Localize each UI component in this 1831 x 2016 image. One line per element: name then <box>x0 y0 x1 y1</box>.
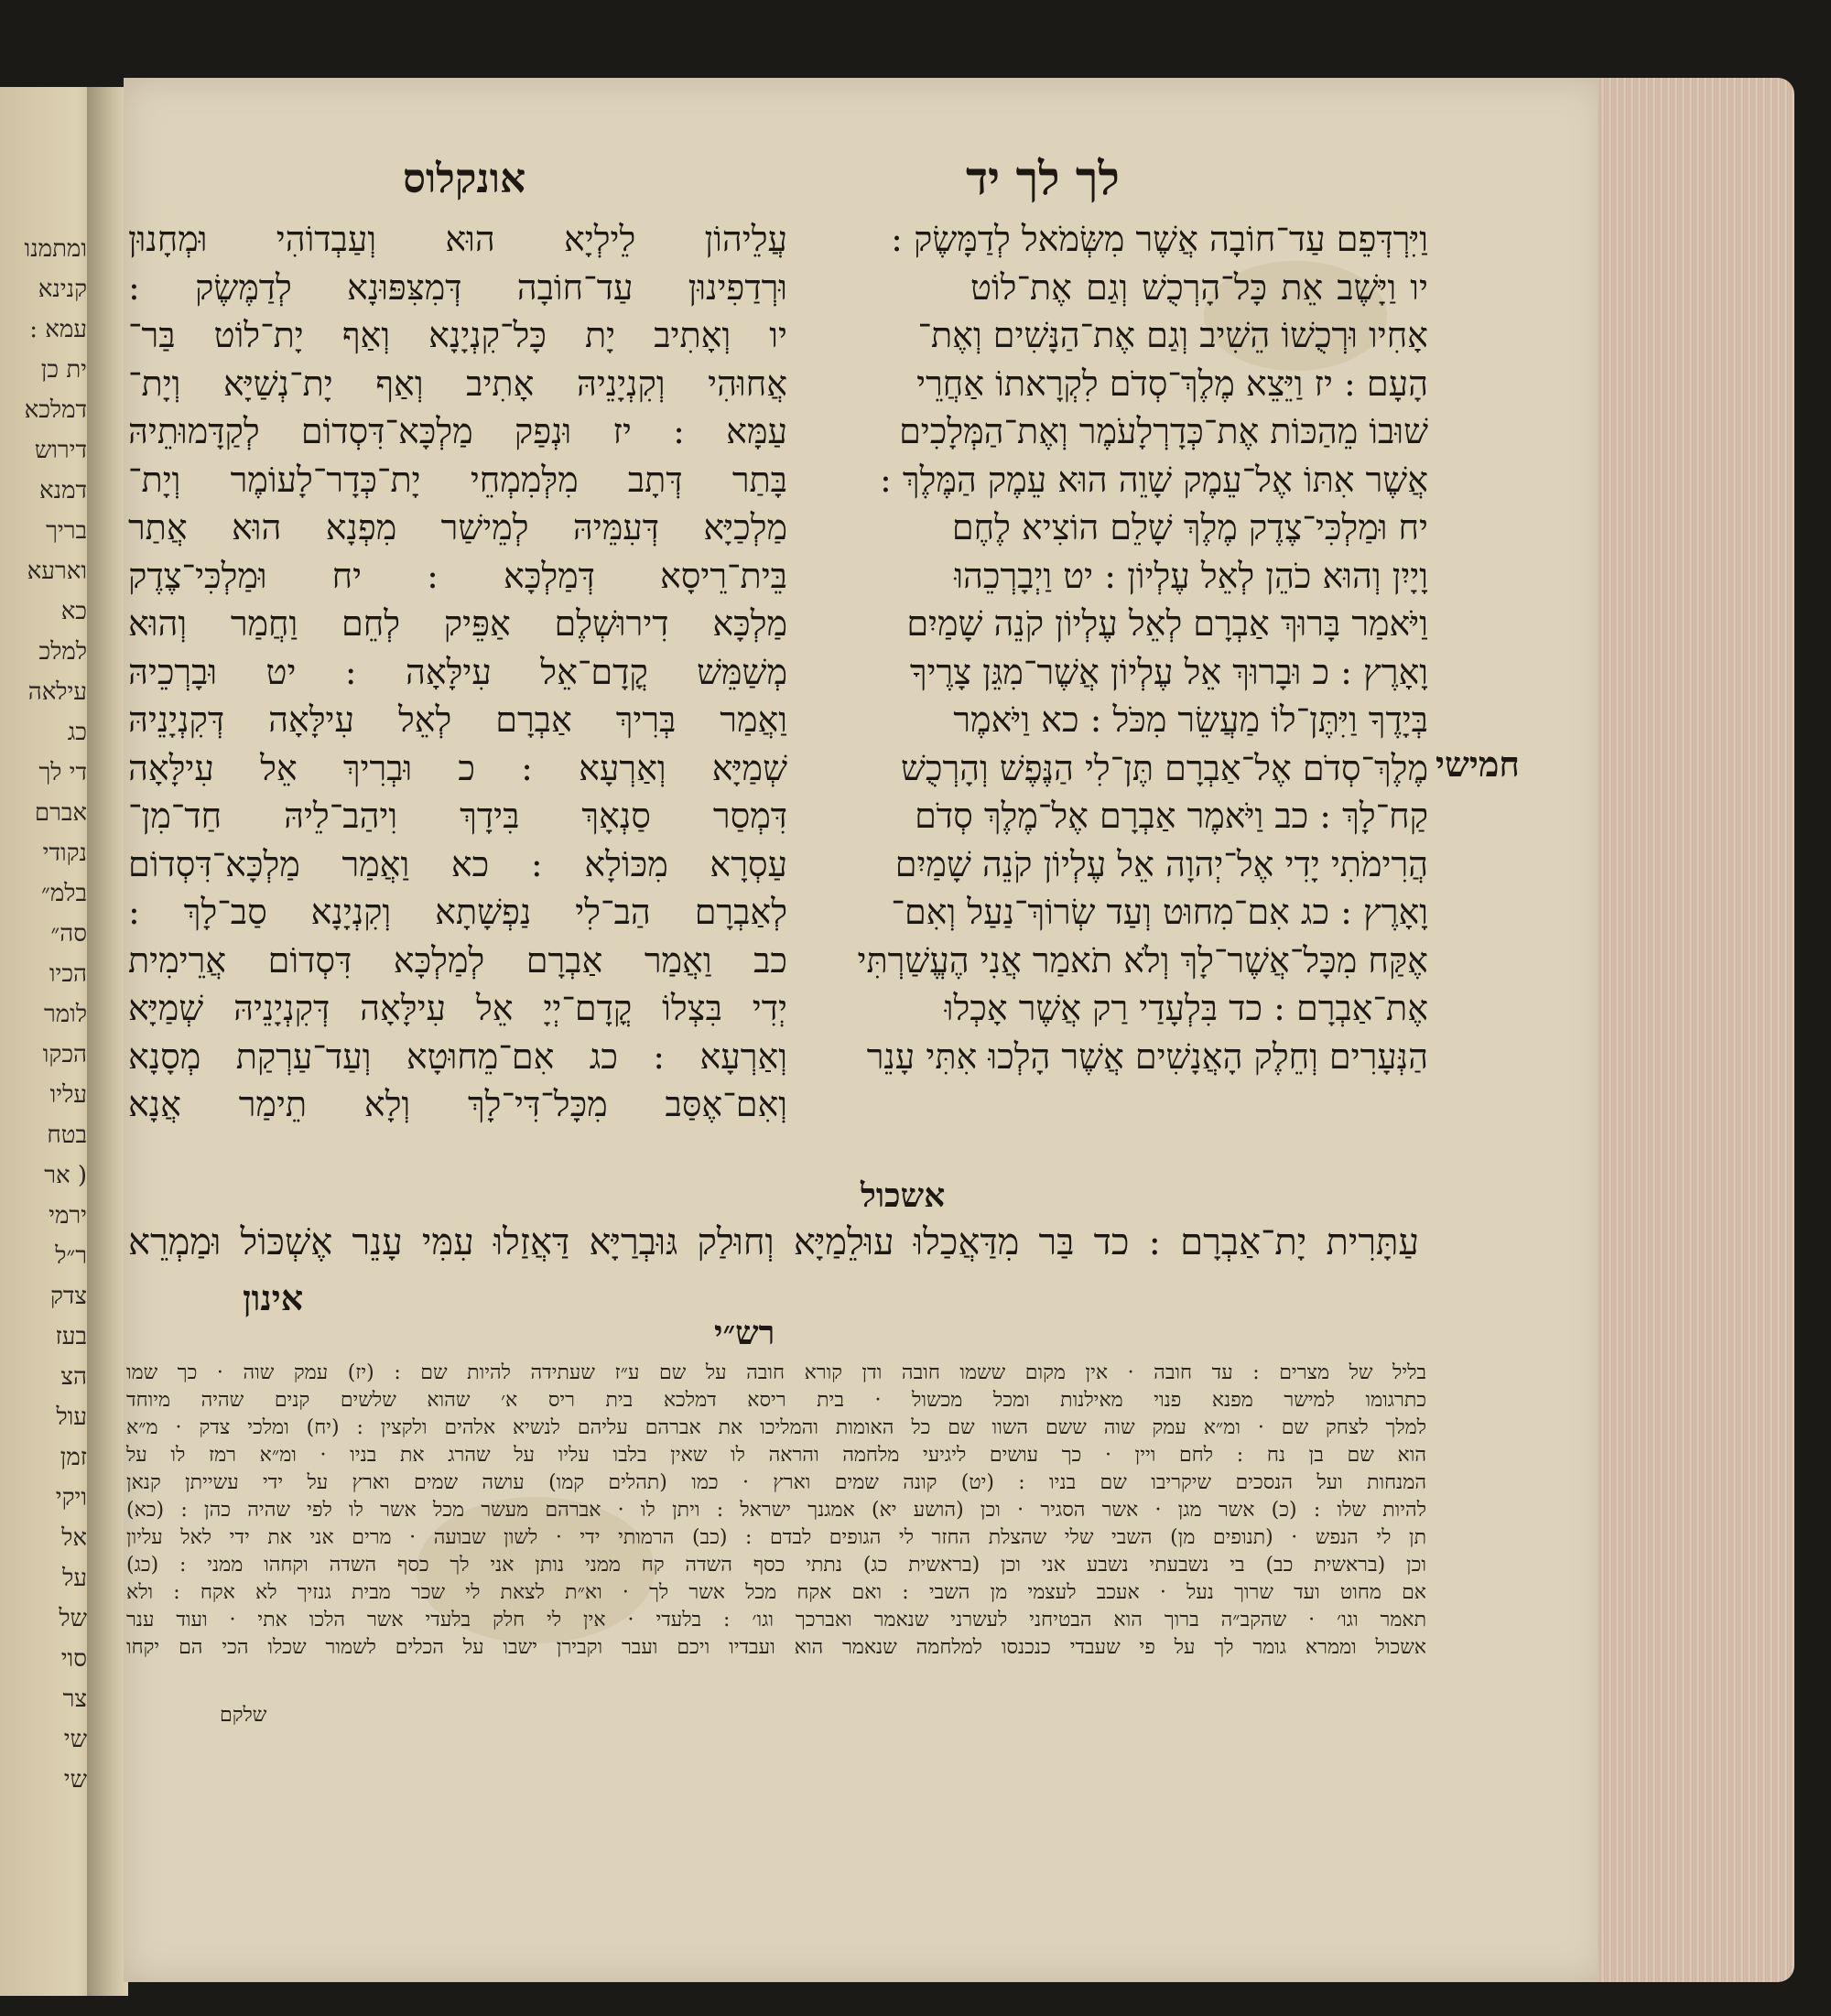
aliyah-marker: חמישי <box>1436 743 1520 785</box>
torah-text-line: הַנְּעָרִים וְחֵלֶק הָאֲנָשִׁים אֲשֶׁר הָלְכוּ אִתִּי עָנֵר <box>866 1035 1428 1077</box>
previous-page-line: צר <box>62 1685 87 1713</box>
rashi-text-line: בליל של מצרים : עד חובה · אין מקום ששמו חובה ודן קורא חובה על שם ע״ז שעתידה להיות שם : (יז) עמק שוה · כך שמו <box>126 1361 1426 1384</box>
onkelos-text-line: וְאַרְעָא : כג אִם־מֵחוּטָא וְעַד־עַרְקַת מְסָנָא <box>128 1035 787 1077</box>
previous-page-line: הצ <box>60 1363 87 1391</box>
previous-page-text <box>0 229 87 1800</box>
previous-page-line: של <box>59 1605 87 1632</box>
previous-page-line: כא <box>60 598 87 625</box>
previous-page-line: די לך <box>38 759 87 786</box>
onkelos-text-line: עֲלֵיהוֹן לֵילְיָא הוּא וְעַבְדוֹהִי וּמְחָנוּן <box>128 219 787 259</box>
torah-text-line: וָיָיִן וְהוּא כֹהֵן לְאֵל עֶלְיוֹן : יט וַיְבָרְכֵהוּ <box>954 555 1428 596</box>
torah-text-line: וָאָרֶץ : כג אִם־מִחוּט וְעַד שְׂרוֹךְ־נַעַל וְאִם־ <box>891 892 1428 932</box>
torah-text-line: קַח־לָךְ : כב וַיֹּאמֶר אַבְרָם אֶל־מֶלֶךְ סְדֹם <box>915 796 1428 836</box>
previous-page-line: ( אר <box>44 1162 87 1189</box>
previous-page-line: הכקו <box>42 1041 87 1068</box>
parasha-header: לך לך יד <box>966 151 1120 205</box>
catchword: אשכול <box>861 1176 946 1215</box>
previous-page-line: בעז <box>55 1323 87 1350</box>
previous-page-line: דמלכא <box>24 396 87 424</box>
previous-page-line: למלכ <box>38 638 87 666</box>
torah-text-line: יו וַיָּשֶׁב אֵת כָּל־הָרְכֻשׁ וְגַם אֶת־לוֹט <box>970 266 1428 308</box>
previous-page-line: עמא : <box>29 316 87 343</box>
onkelos-text-line: דִּמְסַר סַנְאָךְ בִּידָךְ וִיהַב־לֵיהּ חַד־מִן־ <box>128 796 787 836</box>
previous-page-line: ית כן <box>40 356 87 384</box>
previous-page-line: בלמ״ <box>41 880 87 907</box>
torah-text-line: וַיִּרְדְּפֵם עַד־חוֹבָה אֲשֶׁר מִשְּׂמֹאל לְדַמָּשֶׂק : <box>891 219 1428 259</box>
onkelos-header: אונקלוס <box>403 156 526 202</box>
previous-page-line: דירוש <box>34 437 87 464</box>
previous-page-line: נקודי <box>42 840 87 867</box>
previous-page-line: בריך <box>46 517 87 545</box>
onkelos-text-line: וּרְדַפִינוּן עַד־חוֹבָה דְּמִצִּפּוּנָא לְדַמֶּשֶׂק : <box>128 266 787 308</box>
previous-page-line: ויקי <box>55 1484 87 1512</box>
previous-page-line: עליו <box>49 1081 87 1109</box>
torah-text-line: אֶת־אַבְרָם : כד בִּלְעָדַי רַק אֲשֶׁר אָכְלוּ <box>944 988 1428 1028</box>
rashi-text-line: הוא שם בן נח : לחם ויין · כך עושים ליגיעי מלחמה והראה לו שאין בלבו עליו על שהרג את בניו · ומ״א רמז לו על <box>126 1444 1426 1467</box>
previous-page-line: ר״ל <box>55 1242 87 1270</box>
previous-page-line: ירמי <box>49 1202 87 1230</box>
rashi-header: רש״י <box>714 1314 775 1352</box>
onkelos-continuation: עַתָּרִית יָת־אַבְרָם : כד בַּר מִדַּאֲכַלוּ עוּלֵמַיָּא וְחוּלַק גּוּבְרַיָּא דַּאֲזַלוּ עִמִּי עָנֵר אֶשְׁכּוֹל וּמַמְרֵא <box>128 1221 1419 1263</box>
torah-text-line: אֶקַּח מִכָּל־אֲשֶׁר־לָךְ וְלֹא תֹאמַר אֲנִי הֶעֱשַׁרְתִּי <box>857 939 1428 981</box>
rashi-text-line: המנחות ועל הנסכים שיקריבו שם בניו : (יט) קונה שמים וארץ · כמו (תהלים קמו) עושה שמים וארץ על ידי עשייתן קנאן <box>126 1471 1426 1494</box>
page-fore-edge <box>1598 78 1794 1982</box>
onkelos-text-line: אֲחוּהִי וְקִנְיָנֵיהּ אָתִיב וְאַף יָת־נְשַׁיָּא וְיָת־ <box>128 363 787 404</box>
torah-text-line: וָאָרֶץ : כ וּבָרוּךְ אֵל עֶלְיוֹן אֲשֶׁר־מִגֵּן צָרֶיךָ <box>909 651 1428 692</box>
previous-page-line: שי <box>63 1726 87 1753</box>
onkelos-text-line: מַלְכָּא דִירוּשְׁלֶם אַפֵּיק לְחֵם וַחֲמַר וְהוּא <box>128 603 787 644</box>
rashi-text-line: תן לי הנפש · (תנופים מן) השבי שלי שהצלת החזר לי הגופים לבדם : (כב) הרמותי ידי · לשון שבועה · מרים אני את ידי לאל עליון <box>126 1526 1426 1549</box>
rashi-text-line: אשכול וממרא גומר לך על פי שעבדי כנכנסו למלחמה שנאמר הוא ועבדיו ויכם ועבר וקבירן ישבו על הכלים לשמור שכלו הכי הם יקחו <box>126 1636 1426 1659</box>
previous-page-line: קנינא <box>38 276 87 303</box>
rashi-text-line: תאמר וגו׳ · שהקב״ה ברוך הוא הבטיחני לעשרני שנאמר ואברכך וגו׳ : בלעדי · אין לי חלק בלעדי אשר הלכו אתי · ועוד ענר <box>126 1609 1426 1631</box>
torah-text-line: יח וּמַלְכִּי־צֶדֶק מֶלֶךְ שָׁלֵם הוֹצִיא לֶחֶם <box>951 507 1428 547</box>
torah-text-column <box>857 215 1428 1080</box>
onkelos-text-line: וְאִם־אֶסַּב מִכָּל־דִּי־לָךְ וְלָא תֵימַר אֲנָא <box>128 1084 787 1124</box>
onkelos-text-line: לְאַבְרָם הַב־לִי נַפְשָׁתָא וְקִנְיָנָא סַב־לָךְ : <box>128 892 787 932</box>
onkelos-catchword: אינון <box>243 1277 304 1318</box>
previous-page-line: דמנא <box>39 477 87 504</box>
previous-page-line: סוי <box>60 1645 87 1673</box>
book-gutter <box>87 87 128 1996</box>
onkelos-text-line: עַמָּא : יז וּנְפַק מַלְכָּא־דִּסְדוֹם לְקַדָּמוּתֵיהּ <box>128 411 787 451</box>
previous-page-line: סה״ <box>50 920 87 948</box>
previous-page-line: לומר <box>44 1001 87 1028</box>
rashi-text-line: כתרגומו למישר מפנא פנוי מאילנות ומכל מכשול · בית ריסא דמלכא בית ריס א׳ שהוא שלשים קנים שהיה מיוחד <box>126 1389 1426 1412</box>
previous-page-line: בטח <box>47 1122 87 1149</box>
rashi-text-line: וכן (בראשית כב) בי נשבעתי נשבע אני וכן (בראשית כג) נתתי כסף השדה קח ממני נותן אני לך כסף השדה וקחהו ממני : (כג) <box>126 1554 1426 1577</box>
previous-page-line: עילאה <box>27 678 87 706</box>
previous-page-line: שי <box>63 1766 87 1794</box>
torah-text-line: אָחִיו וּרְכֻשׁוֹ הֵשִׁיב וְגַם אֶת־הַנָּשִׁים וְאֶת־ <box>917 315 1428 355</box>
previous-page-line: כג <box>67 719 87 746</box>
previous-page-line: צדק <box>49 1283 87 1310</box>
onkelos-text-line: עַסְרָא מִכּוֹלָא : כא וַאֲמַר מַלְכָּא־דִּסְדוֹם <box>128 843 787 884</box>
torah-text-line: וַיֹּאמַר בָּרוּךְ אַבְרָם לְאֵל עֶלְיוֹן קֹנֵה שָׁמַיִם <box>906 603 1428 644</box>
onkelos-text-column <box>128 215 787 1129</box>
onkelos-text-line: וַאֲמַר בְּרִיךְ אַבְרָם לְאֵל עִילָּאָה דְּקִנְיָנֵיהּ <box>128 699 787 740</box>
onkelos-text-line: יו וְאָתִיב יָת כָּל־קִנְיָנָא וְאַף יָת־לוֹט בַּר־ <box>128 315 787 355</box>
previous-page-line: ומתמנו <box>24 235 87 263</box>
rashi-catchword: שלקם <box>220 1704 267 1727</box>
onkelos-text-line: בֵּית־רֵיסָא דְּמַלְכָּא : יח וּמַלְכִּי־צֶדֶק <box>128 555 787 596</box>
onkelos-text-line: כב וַאֲמַר אַבְרָם לְמַלְכָּא דִּסְדוֹם אֲרֵימִית <box>128 939 787 981</box>
onkelos-text-line: יְדִי בִּצְלוֹ קֳדָם־יְיָ אֵל עִילָּאָה דְּקִנְיָנֵיהּ שְׁמַיָּא <box>128 988 787 1028</box>
torah-text-line: מֶלֶךְ־סְדֹם אֶל־אַבְרָם תֶּן־לִי הַנֶּפֶשׁ וְהָרְכֻשׁ <box>901 747 1428 788</box>
previous-page-line: הכיו <box>49 960 87 988</box>
previous-page-line: עול <box>56 1404 87 1431</box>
previous-page-line: וארעא <box>27 558 87 585</box>
previous-page-line: זמן <box>60 1444 87 1471</box>
onkelos-text-line: מְשַׁמֵּשׁ קֳדָם־אֵל עִילָּאָה : יט וּבָרְכֵיהּ <box>128 651 787 692</box>
onkelos-text-line: בָּתַר דְּתָב מִלְּמִמְחֵי יָת־כְּדָר־לָעוֹמֶר וְיָת־ <box>128 459 787 500</box>
torah-text-line: שׁוּבוֹ מֵהַכּוֹת אֶת־כְּדָרְלָעֹמֶר וְאֶת־הַמְּלָכִים <box>899 411 1428 451</box>
rashi-text-line: למלך לצחק שם · ומ״א עמק שוה ששם השוו שם כל האומות והמליכו את אברהם עליהם לנשיא אלהים ולקצין : (יח) ומלכי צדק · מ״א <box>126 1416 1426 1439</box>
torah-text-line: הֲרִימֹתִי יָדִי אֶל־יְהוָה אֵל עֶלְיוֹן קֹנֵה שָׁמַיִם <box>894 843 1428 884</box>
torah-text-line: בְּיָדֶךָ וַיִּתֶּן־לוֹ מַעֲשֵׂר מִכֹּל : כא וַיֹּאמֶר <box>953 699 1428 740</box>
torah-text-line: אֲשֶׁר אִתּוֹ אֶל־עֵמֶק שָׁוֵה הוּא עֵמֶק הַמֶּלֶךְ : <box>880 459 1428 500</box>
previous-page-line: על <box>62 1565 87 1592</box>
previous-page-line: אברם <box>34 799 87 827</box>
torah-text-line: הָעָם : יז וַיֵּצֵא מֶלֶךְ־סְדֹם לִקְרָאתוֹ אַחֲרֵי <box>916 363 1428 404</box>
previous-page-line: אל <box>61 1524 87 1552</box>
rashi-commentary <box>126 1360 1426 1662</box>
onkelos-text-line: מַלְכַיָּא דְּעִמֵּיהּ לְמֵישַׁר מִפְנָא הוּא אֲתַר <box>128 507 787 547</box>
rashi-text-line: להיות שלו : (כ) אשר מגן · אשר הסגיר · וכן (הושע יא) אמגנך ישראל : ויתן לו · אברהם מעשר מכל אשר לו לפי שהיה כהן : (כא) <box>126 1499 1426 1522</box>
onkelos-text-line: שְׁמַיָּא וְאַרְעָא : כ וּבְרִיךְ אֵל עִילָּאָה <box>128 747 787 788</box>
rashi-text-line: אם מחוט ועד שרוך נעל · אעכב לעצמי מן השבי : ואם אקח מכל אשר לך · וא״ת לצאת לי שכר מבית גנזיך לא אקח : ולא <box>126 1581 1426 1604</box>
